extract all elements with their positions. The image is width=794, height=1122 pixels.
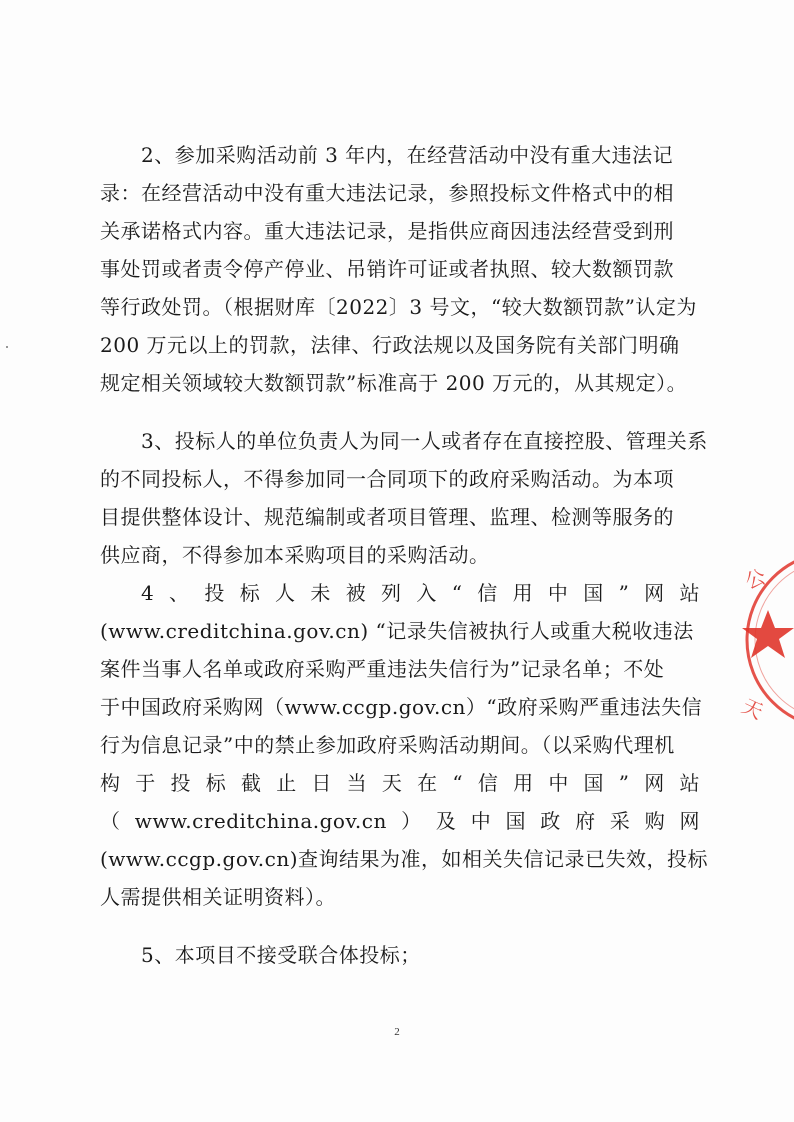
paragraph-4-line-3: 案件当事人名单或政府采购严重违法失信行为”记录名单；不处 xyxy=(100,657,665,681)
scan-speck xyxy=(6,346,8,348)
paragraph-2-line-4: 事处罚或者责令停产停业、吊销许可证或者执照、较大数额罚款 xyxy=(100,257,674,281)
paragraph-2-line-3: 关承诺格式内容。重大违法记录，是指供应商因违法经营受到刑 xyxy=(100,219,674,243)
paragraph-4-line-2: (www.creditchina.gov.cn) “记录失信被执行人或重大税收违法 xyxy=(100,619,694,643)
page-number: 2 xyxy=(394,1026,400,1038)
paragraph-3-line-2: 的不同投标人，不得参加同一合同项下的政府采购活动。为本项 xyxy=(100,467,674,491)
seal-graphic xyxy=(735,548,794,732)
paragraph-2-line-5: 等行政处罚。（根据财库〔2022〕3 号文，“较大数额罚款”认定为 xyxy=(100,295,697,319)
paragraph-3-line-4: 供应商，不得参加本采购项目的采购活动。 xyxy=(100,543,490,567)
svg-text:公: 公 xyxy=(741,564,769,594)
paragraph-4-line-8: (www.ccgp.gov.cn)查询结果为准，如相关失信记录已失效，投标 xyxy=(100,847,709,871)
paragraph-2-line-7: 规定相关领域较大数额罚款”标准高于 200 万元的，从其规定）。 xyxy=(100,371,688,395)
paragraph-4-line-4: 于中国政府采购网（www.ccgp.gov.cn）“政府采购严重违法失信 xyxy=(100,695,703,719)
paragraph-2-line-1: 2、参加采购活动前 3 年内，在经营活动中没有重大违法记 xyxy=(141,143,674,167)
paragraph-4-line-5: 行为信息记录”中的禁止参加政府采购活动期间。（以采购代理机 xyxy=(100,733,675,757)
paragraph-2-line-6: 200 万元以上的罚款，法律、行政法规以及国务院有关部门明确 xyxy=(100,333,680,357)
paragraph-4-line-7: （www.creditchina.gov.cn）及中国政府采购网 xyxy=(100,809,700,833)
paragraph-3-line-1: 3、投标人的单位负责人为同一人或者存在直接控股、管理关系 xyxy=(141,429,708,453)
paragraph-3-line-3: 目提供整体设计、规范编制或者项目管理、监理、检测等服务的 xyxy=(100,505,674,529)
paragraph-2-line-2: 录：在经营活动中没有重大违法记录，参照投标文件格式中的相 xyxy=(100,181,674,205)
red-seal-stamp xyxy=(735,548,794,732)
paragraph-4-line-9: 人需提供相关证明资料）。 xyxy=(100,885,336,909)
paragraph-4-line-1: 4、投标人未被列入“信用中国”网站 xyxy=(141,581,700,605)
svg-text:天: 天 xyxy=(738,693,767,725)
paragraph-4-line-6: 构于投标截止日当天在“信用中国”网站 xyxy=(100,771,700,795)
paragraph-5-line-1: 5、本项目不接受联合体投标； xyxy=(141,943,421,967)
